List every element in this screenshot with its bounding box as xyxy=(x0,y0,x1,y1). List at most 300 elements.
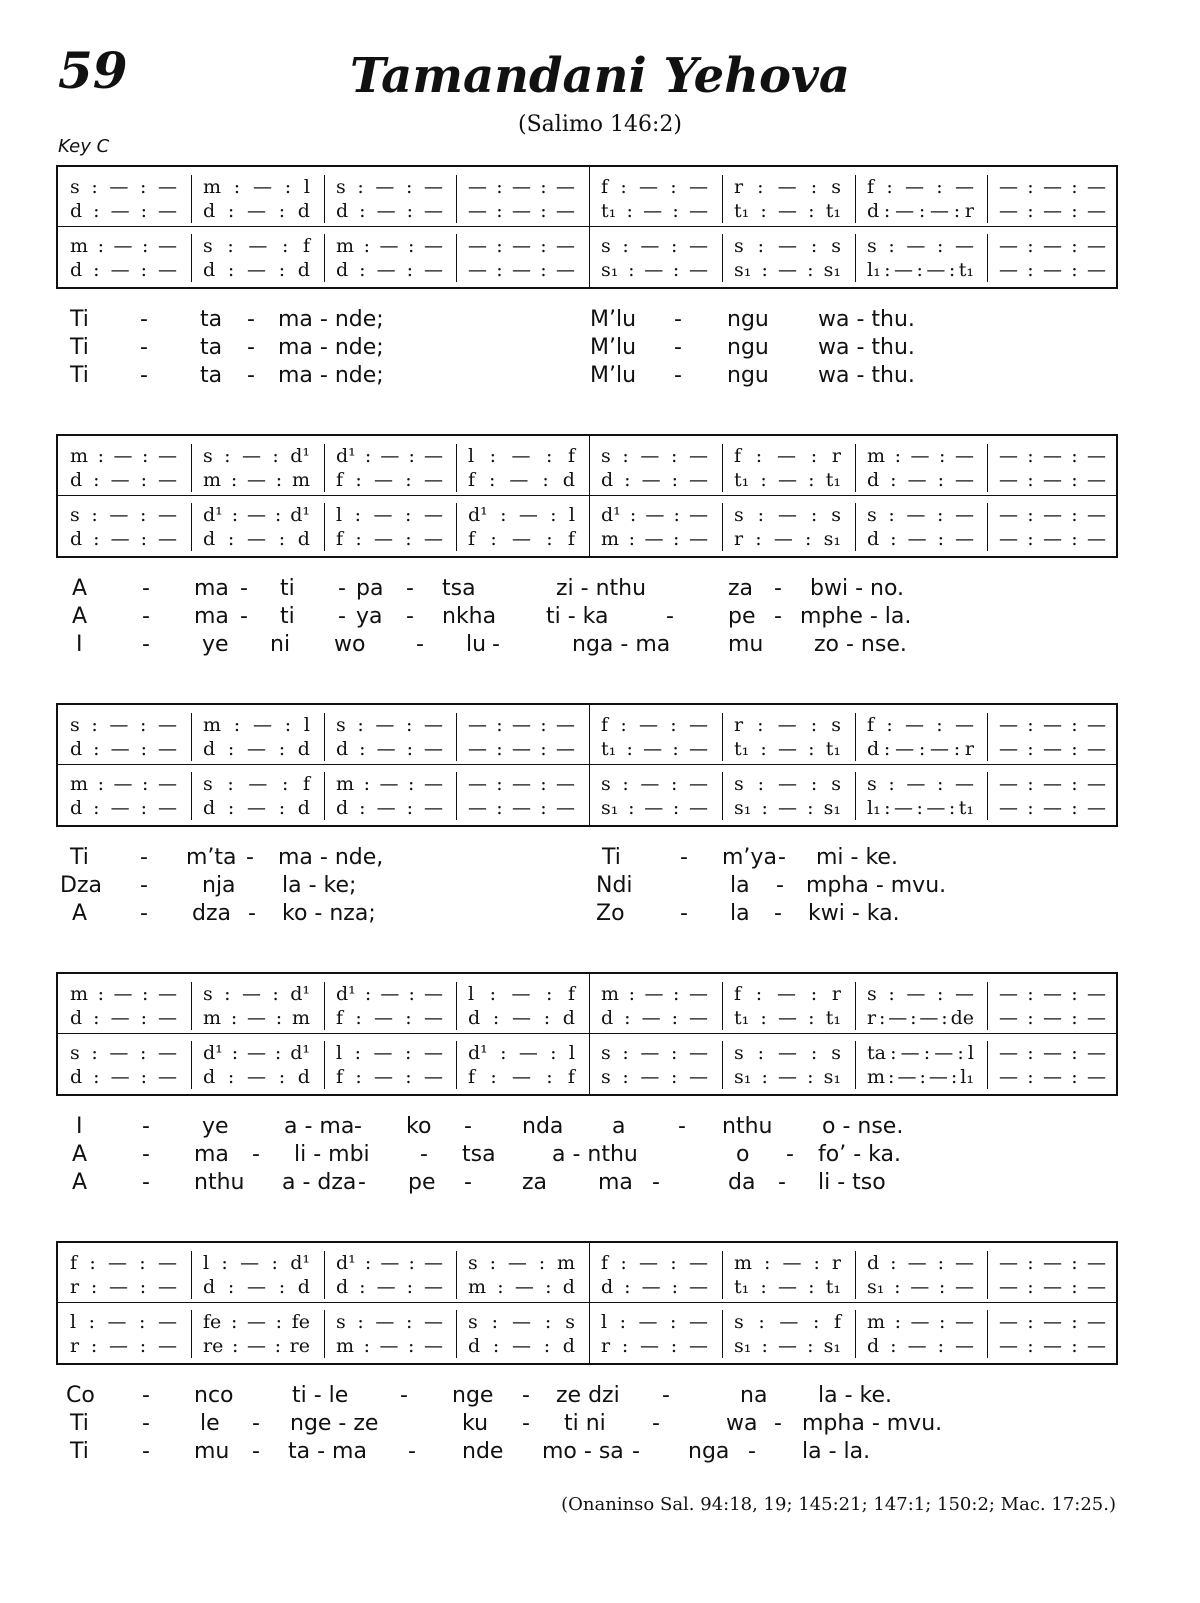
scripture-reference: (Salimo 146:2) xyxy=(518,112,682,137)
lyric-syllable: Dza xyxy=(60,873,102,898)
lyric-syllable: nja xyxy=(202,873,236,898)
lyric-syllable: - xyxy=(416,632,424,657)
lyric-syllable: - xyxy=(748,1439,756,1464)
music-system xyxy=(56,703,1118,827)
solfa-cell: s : — : — xyxy=(867,235,974,257)
solfa-cell: — : — : — xyxy=(999,1311,1106,1333)
solfa-cell: d : — : — xyxy=(70,797,177,819)
solfa-cell: l : — : f xyxy=(468,445,575,467)
lyrics-block xyxy=(56,1383,1118,1467)
solfa-cell: — : — : — xyxy=(999,797,1106,819)
solfa-cell: m : — : — : l₁ xyxy=(867,1066,974,1088)
lyric-line xyxy=(56,1411,1118,1439)
lyric-syllable: A xyxy=(72,604,88,629)
lyric-syllable: ta xyxy=(200,307,223,332)
lyric-syllable: - xyxy=(240,576,248,601)
solfa-cell: s : — : d¹ xyxy=(203,445,310,467)
lyric-syllable: - xyxy=(140,873,148,898)
lyrics-block xyxy=(56,845,1118,929)
solfa-cell: — : — : — xyxy=(999,200,1106,222)
lyric-syllable: - xyxy=(400,1383,408,1408)
solfa-cell: — : — : — xyxy=(999,259,1106,281)
solfa-cell: d : — : d xyxy=(203,1066,310,1088)
solfa-cell: l : — : f xyxy=(468,983,575,1005)
lyric-syllable: ma xyxy=(194,576,229,601)
lyric-syllable: - xyxy=(406,604,414,629)
solfa-cell: s : — : — xyxy=(601,1042,708,1064)
lyric-syllable: - xyxy=(142,632,150,657)
lyric-syllable: - xyxy=(142,1142,150,1167)
solfa-cell: — : — : — xyxy=(999,714,1106,736)
lyric-syllable: da xyxy=(728,1170,756,1195)
lyric-line xyxy=(56,901,1118,929)
solfa-cell: t₁ : — : — xyxy=(601,738,708,760)
solfa-cell: d¹ : — : — xyxy=(336,983,443,1005)
lyric-line xyxy=(56,1383,1118,1411)
part-divider xyxy=(58,226,1116,227)
lyric-syllable: Ti xyxy=(70,363,89,388)
solfa-cell: — : — : — xyxy=(999,1042,1106,1064)
lyric-syllable: M’lu xyxy=(590,335,637,360)
solfa-cell: d¹ : — : — xyxy=(601,504,708,526)
lyric-syllable: ta - ma xyxy=(288,1439,367,1464)
lyric-syllable: li - tso xyxy=(818,1170,886,1195)
solfa-cell: f : — : — xyxy=(336,1066,443,1088)
lyric-syllable: ma - nde; xyxy=(278,335,384,360)
lyric-syllable: nthu xyxy=(194,1170,245,1195)
solfa-cell: s : — : — xyxy=(70,714,177,736)
lyric-syllable: wo xyxy=(334,632,366,657)
solfa-cell: — : — : — xyxy=(999,1335,1106,1357)
solfa-cell: f : — : — xyxy=(336,1007,443,1029)
lyric-syllable: ngu xyxy=(727,363,769,388)
lyric-syllable: ngu xyxy=(727,335,769,360)
lyric-syllable: - xyxy=(142,604,150,629)
solfa-cell: s : — : — xyxy=(601,445,708,467)
solfa-cell: s₁ : — : s₁ xyxy=(734,1066,841,1088)
lyric-syllable: ku xyxy=(462,1411,489,1436)
solfa-cell: d : — : d xyxy=(203,200,310,222)
part-divider xyxy=(58,1033,1116,1034)
lyric-line xyxy=(56,1439,1118,1467)
solfa-cell: — : — : — xyxy=(999,1252,1106,1274)
solfa-cell: s : — : — xyxy=(601,773,708,795)
solfa-cell: m : — : — xyxy=(601,528,708,550)
lyrics-block xyxy=(56,576,1118,660)
solfa-cell: s : — : — xyxy=(70,504,177,526)
solfa-cell: m : — : — xyxy=(867,445,974,467)
lyric-syllable: ngu xyxy=(727,307,769,332)
solfa-cell: s : — : — xyxy=(867,983,974,1005)
solfa-cell: f : — : — xyxy=(601,176,708,198)
solfa-cell: d¹ : — : l xyxy=(468,504,575,526)
solfa-cell: f : — : f xyxy=(468,528,575,550)
solfa-cell: — : — : — xyxy=(999,235,1106,257)
solfa-cell: m : — : d xyxy=(468,1276,575,1298)
lyric-syllable: - xyxy=(140,845,148,870)
solfa-cell: f : — : — xyxy=(867,176,974,198)
lyric-syllable: ya xyxy=(356,604,383,629)
solfa-cell: l₁ : — : — : t₁ xyxy=(867,259,974,281)
solfa-cell: d : — : — xyxy=(70,528,177,550)
lyric-syllable: tsa xyxy=(442,576,476,601)
solfa-cell: d : — : — xyxy=(601,1007,708,1029)
lyric-syllable: - xyxy=(240,604,248,629)
solfa-cell: d : — : — xyxy=(336,259,443,281)
solfa-cell: r : — : — xyxy=(70,1335,177,1357)
lyric-syllable: ma xyxy=(194,604,229,629)
solfa-cell: m : — : — xyxy=(70,445,177,467)
lyric-syllable: li - mbi xyxy=(294,1142,370,1167)
lyric-syllable: - xyxy=(666,604,674,629)
solfa-cell: s : — : f xyxy=(203,235,310,257)
lyric-syllable: - xyxy=(776,873,784,898)
lyric-syllable: Ti xyxy=(70,335,89,360)
solfa-cell: — : — : — xyxy=(468,259,575,281)
lyric-syllable: - xyxy=(246,845,254,870)
solfa-cell: s : — : m xyxy=(468,1252,575,1274)
hymn-number: 59 xyxy=(58,41,128,100)
lyric-syllable: - xyxy=(786,1142,794,1167)
solfa-cell: s₁ : — : s₁ xyxy=(734,1335,841,1357)
solfa-cell: d : — : d xyxy=(203,738,310,760)
solfa-cell: d : — : — xyxy=(601,1276,708,1298)
solfa-cell: s : — : — xyxy=(601,1066,708,1088)
solfa-cell: d : — : — xyxy=(70,1066,177,1088)
lyric-syllable: m’ya xyxy=(722,845,777,870)
solfa-cell: r : — : — xyxy=(70,1276,177,1298)
lyric-syllable: wa xyxy=(726,1411,758,1436)
lyric-syllable: za xyxy=(522,1170,548,1195)
lyric-syllable: ze dzi xyxy=(556,1383,620,1408)
solfa-cell: t₁ : — : t₁ xyxy=(734,200,841,222)
solfa-cell: s : — : s xyxy=(468,1311,575,1333)
lyric-syllable: mpha - mvu. xyxy=(802,1411,943,1436)
lyric-syllable: la xyxy=(730,901,750,926)
solfa-cell: s : — : — xyxy=(867,773,974,795)
solfa-cell: s₁ : — : — xyxy=(601,797,708,819)
solfa-cell: — : — : — xyxy=(999,504,1106,526)
solfa-cell: s : — : — xyxy=(336,1311,443,1333)
lyric-line xyxy=(56,576,1118,604)
solfa-cell: — : — : — xyxy=(468,738,575,760)
solfa-cell: — : — : — xyxy=(468,773,575,795)
solfa-cell: s : — : — xyxy=(70,176,177,198)
solfa-cell: re : — : re xyxy=(203,1335,310,1357)
lyric-line xyxy=(56,873,1118,901)
lyric-syllable: - xyxy=(142,1383,150,1408)
lyric-syllable: mphe - la. xyxy=(800,604,912,629)
music-system xyxy=(56,972,1118,1096)
lyric-syllable: - xyxy=(247,307,255,332)
solfa-cell: d : — : — xyxy=(336,797,443,819)
lyric-syllable: le xyxy=(200,1411,220,1436)
solfa-cell: d : — : d xyxy=(468,1007,575,1029)
lyric-syllable: - xyxy=(408,1439,416,1464)
solfa-cell: d : — : — xyxy=(867,1252,974,1274)
lyric-syllable: - xyxy=(142,1411,150,1436)
solfa-cell: m : — : l xyxy=(203,714,310,736)
lyrics-block xyxy=(56,307,1118,391)
solfa-cell: d : — : — xyxy=(867,528,974,550)
solfa-cell: — : — : — xyxy=(468,235,575,257)
lyric-syllable: M’lu xyxy=(590,307,637,332)
solfa-cell: l : — : — xyxy=(336,504,443,526)
solfa-cell: — : — : — xyxy=(999,445,1106,467)
lyric-syllable: - xyxy=(778,845,786,870)
lyric-syllable: - xyxy=(652,1170,660,1195)
lyric-syllable: pe xyxy=(408,1170,436,1195)
lyric-syllable: mo - sa xyxy=(542,1439,624,1464)
lyric-syllable: - xyxy=(142,1170,150,1195)
solfa-cell: d : — : d xyxy=(203,528,310,550)
lyric-syllable: - xyxy=(632,1439,640,1464)
solfa-cell: ta : — : — : l xyxy=(867,1042,974,1064)
solfa-cell: s₁ : — : s₁ xyxy=(734,259,841,281)
part-divider xyxy=(58,764,1116,765)
lyric-syllable: wa - thu. xyxy=(818,307,915,332)
lyric-syllable: - xyxy=(252,1142,260,1167)
solfa-cell: d : — : — : r xyxy=(867,200,974,222)
solfa-cell: m : — : — xyxy=(336,235,443,257)
solfa-cell: f : — : r xyxy=(734,983,841,1005)
solfa-cell: f : — : — xyxy=(601,1252,708,1274)
lyric-line xyxy=(56,363,1118,391)
solfa-cell: t₁ : — : — xyxy=(601,200,708,222)
lyric-syllable: lu xyxy=(466,632,487,657)
lyric-syllable: nga xyxy=(688,1439,730,1464)
lyric-syllable: la - ke. xyxy=(818,1383,893,1408)
lyric-line xyxy=(56,1114,1118,1142)
solfa-cell: — : — : — xyxy=(999,176,1106,198)
part-divider xyxy=(58,495,1116,496)
lyric-syllable: - xyxy=(774,901,782,926)
lyric-line xyxy=(56,307,1118,335)
lyric-syllable: A xyxy=(72,1142,88,1167)
solfa-cell: s : — : f xyxy=(203,773,310,795)
solfa-cell: t₁ : — : t₁ xyxy=(734,469,841,491)
solfa-cell: — : — : — xyxy=(468,176,575,198)
lyric-syllable: - xyxy=(142,1114,150,1139)
solfa-cell: s : — : s xyxy=(734,235,841,257)
solfa-cell: s : — : — xyxy=(70,1042,177,1064)
solfa-cell: s : — : s xyxy=(734,504,841,526)
solfa-cell: m : — : — xyxy=(336,773,443,795)
lyric-syllable: ni xyxy=(270,632,291,657)
lyric-syllable: Ndi xyxy=(596,873,633,898)
lyric-syllable: ko xyxy=(406,1114,432,1139)
lyric-syllable: zi - nthu xyxy=(556,576,647,601)
lyric-syllable: - xyxy=(662,1383,670,1408)
lyric-syllable: Zo xyxy=(596,901,625,926)
lyric-syllable: - xyxy=(774,1411,782,1436)
lyric-syllable: Ti xyxy=(70,307,89,332)
solfa-cell: — : — : — xyxy=(468,797,575,819)
footer-references: (Onaninso Sal. 94:18, 19; 145:21; 147:1; 150:2; Mac. 17:25.) xyxy=(561,1494,1116,1515)
solfa-cell: d : — : — xyxy=(867,1335,974,1357)
lyric-syllable: dza xyxy=(192,901,231,926)
lyric-syllable: o - nse. xyxy=(822,1114,904,1139)
lyric-syllable: nda xyxy=(522,1114,564,1139)
lyric-syllable: bwi - no. xyxy=(810,576,905,601)
lyric-syllable: na xyxy=(740,1383,768,1408)
solfa-cell: s : — : s xyxy=(734,773,841,795)
solfa-cell: m : — : — xyxy=(70,235,177,257)
solfa-cell: d : — : d xyxy=(468,1335,575,1357)
lyric-syllable: A xyxy=(72,901,88,926)
lyric-syllable: - xyxy=(247,335,255,360)
lyric-syllable: - xyxy=(522,1411,530,1436)
music-system xyxy=(56,434,1118,558)
lyric-syllable: wa - thu. xyxy=(818,363,915,388)
lyric-syllable: nco xyxy=(194,1383,234,1408)
solfa-cell: s : — : d¹ xyxy=(203,983,310,1005)
solfa-cell: s₁ : — : — xyxy=(601,259,708,281)
lyric-syllable: mu xyxy=(194,1439,230,1464)
solfa-cell: f : — : — xyxy=(867,714,974,736)
solfa-cell: d : — : — : r xyxy=(867,738,974,760)
lyric-syllable: la - ke; xyxy=(282,873,357,898)
lyric-syllable: ma - nde; xyxy=(278,363,384,388)
solfa-cell: f : — : — xyxy=(601,714,708,736)
lyric-syllable: za xyxy=(728,576,754,601)
solfa-cell: f : — : f xyxy=(468,1066,575,1088)
solfa-cell: t₁ : — : t₁ xyxy=(734,1276,841,1298)
lyric-syllable: - xyxy=(464,1170,472,1195)
lyric-syllable: nge - ze xyxy=(290,1411,379,1436)
lyric-syllable: Ti xyxy=(70,1439,89,1464)
solfa-cell: s : — : — xyxy=(336,176,443,198)
solfa-cell: d¹ : — : — xyxy=(336,1252,443,1274)
solfa-cell: m : — : — xyxy=(867,1311,974,1333)
lyric-syllable: ta xyxy=(200,363,223,388)
lyric-syllable: mi - ke. xyxy=(816,845,898,870)
lyric-line xyxy=(56,632,1118,660)
solfa-cell: s₁ : — : — xyxy=(867,1276,974,1298)
hymn-title: Tamandani Yehova xyxy=(349,48,851,104)
solfa-cell: d : — : — xyxy=(867,469,974,491)
solfa-cell: t₁ : — : t₁ xyxy=(734,1007,841,1029)
lyric-line xyxy=(56,335,1118,363)
solfa-cell: m : — : r xyxy=(734,1252,841,1274)
lyric-syllable: - xyxy=(248,901,256,926)
lyric-syllable: - xyxy=(674,307,682,332)
music-system xyxy=(56,1241,1118,1365)
lyric-syllable: - xyxy=(678,1114,686,1139)
lyric-syllable: - xyxy=(247,363,255,388)
lyric-syllable: - xyxy=(680,901,688,926)
solfa-cell: d : — : — xyxy=(70,469,177,491)
lyric-syllable: a xyxy=(612,1114,626,1139)
solfa-cell: m : — : m xyxy=(203,469,310,491)
lyric-syllable: Ti xyxy=(70,1411,89,1436)
lyric-syllable: - xyxy=(680,845,688,870)
lyrics-block xyxy=(56,1114,1118,1198)
solfa-cell: d : — : — xyxy=(336,1276,443,1298)
solfa-cell: — : — : — xyxy=(999,738,1106,760)
lyric-syllable: pa xyxy=(356,576,384,601)
lyric-syllable: I xyxy=(76,1114,83,1139)
solfa-cell: s : — : — xyxy=(336,714,443,736)
lyric-syllable: - xyxy=(674,363,682,388)
solfa-cell: r : — : — xyxy=(601,1335,708,1357)
lyric-syllable: - xyxy=(358,1170,366,1195)
solfa-cell: — : — : — xyxy=(999,469,1106,491)
lyric-syllable: - xyxy=(140,335,148,360)
lyric-syllable: - xyxy=(142,1439,150,1464)
solfa-cell: d : — : — xyxy=(336,738,443,760)
solfa-cell: f : — : d xyxy=(468,469,575,491)
lyric-syllable: ti - ka xyxy=(546,604,609,629)
lyric-syllable: ma xyxy=(194,1142,229,1167)
lyric-syllable: a - dza xyxy=(282,1170,357,1195)
solfa-cell: — : — : — xyxy=(468,714,575,736)
key-signature: Key C xyxy=(58,136,110,157)
lyric-syllable: - xyxy=(142,576,150,601)
lyric-syllable: a - ma xyxy=(284,1114,355,1139)
lyric-syllable: - xyxy=(338,604,346,629)
lyric-syllable: - xyxy=(406,576,414,601)
lyric-syllable: I xyxy=(76,632,83,657)
lyric-syllable: Ti xyxy=(602,845,621,870)
lyric-syllable: m’ta xyxy=(186,845,237,870)
lyric-syllable: la xyxy=(730,873,750,898)
lyric-syllable: ta xyxy=(200,335,223,360)
solfa-cell: d : — : — xyxy=(70,738,177,760)
solfa-cell: d : — : d xyxy=(203,1276,310,1298)
solfa-cell: d : — : — xyxy=(70,200,177,222)
lyric-syllable: kwi - ka. xyxy=(808,901,900,926)
solfa-cell: d¹ : — : d¹ xyxy=(203,504,310,526)
solfa-cell: — : — : — xyxy=(999,1007,1106,1029)
lyric-syllable: wa - thu. xyxy=(818,335,915,360)
solfa-cell: d¹ : — : — xyxy=(336,445,443,467)
lyric-syllable: - xyxy=(354,1114,362,1139)
lyric-syllable: ye xyxy=(202,1114,229,1139)
solfa-cell: f : — : — xyxy=(336,528,443,550)
lyric-syllable: - xyxy=(140,901,148,926)
solfa-cell: m : — : — xyxy=(70,983,177,1005)
lyric-syllable: ma xyxy=(598,1170,633,1195)
solfa-cell: m : — : — xyxy=(336,1335,443,1357)
solfa-cell: d : — : — xyxy=(601,469,708,491)
lyric-syllable: - xyxy=(252,1411,260,1436)
lyric-syllable: M’lu xyxy=(590,363,637,388)
lyric-syllable: o xyxy=(736,1142,750,1167)
solfa-cell: m : — : — xyxy=(70,773,177,795)
solfa-cell: r : — : s xyxy=(734,714,841,736)
solfa-cell: l : — : — xyxy=(601,1311,708,1333)
solfa-cell: — : — : — xyxy=(999,983,1106,1005)
lyric-syllable: - xyxy=(492,632,500,657)
solfa-cell: d : — : d xyxy=(203,259,310,281)
solfa-cell: l : — : d¹ xyxy=(203,1252,310,1274)
lyric-syllable: ti xyxy=(280,576,295,601)
lyric-line xyxy=(56,845,1118,873)
lyric-syllable: - xyxy=(522,1383,530,1408)
solfa-cell: d : — : — xyxy=(336,200,443,222)
solfa-cell: f : — : — xyxy=(336,469,443,491)
lyric-syllable: ko - nza; xyxy=(282,901,376,926)
lyric-syllable: - xyxy=(140,307,148,332)
solfa-cell: l₁ : — : — : t₁ xyxy=(867,797,974,819)
lyric-syllable: ti xyxy=(280,604,295,629)
solfa-cell: r : — : — : de xyxy=(867,1007,974,1029)
solfa-cell: s : — : — xyxy=(601,235,708,257)
lyric-syllable: fo’ - ka. xyxy=(818,1142,901,1167)
lyric-syllable: nkha xyxy=(442,604,497,629)
solfa-cell: r : — : s xyxy=(734,176,841,198)
